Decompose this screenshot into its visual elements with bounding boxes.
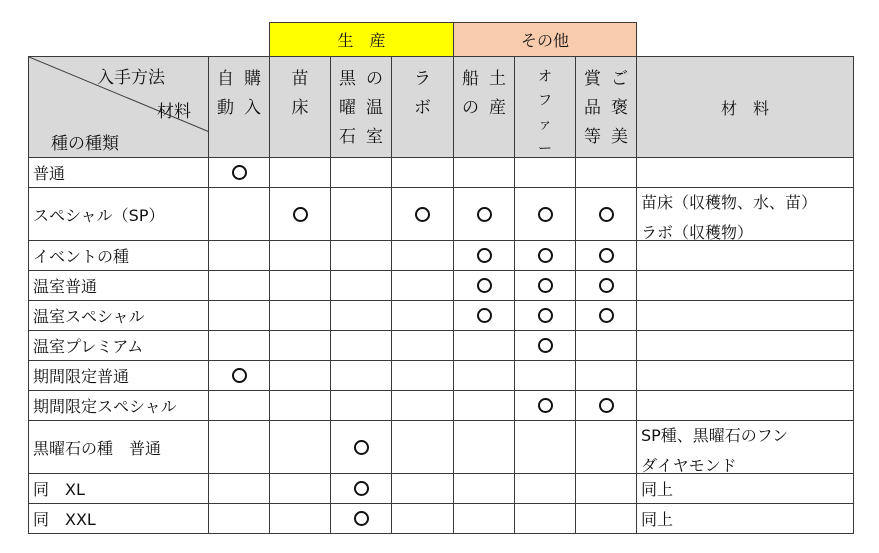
col-header-ship-souvenir-column-0 [462, 65, 479, 157]
row-futsu-ship-souvenir-cell [453, 157, 515, 188]
row-special-material [636, 187, 854, 241]
row-limited-normal-purchase-cell [208, 360, 270, 391]
row-limited-normal-seedbed-cell [269, 360, 331, 391]
col-header-material: 材 料 [636, 56, 854, 158]
col-header-purchase [208, 56, 270, 158]
circle-mark-icon [538, 248, 553, 263]
row-obsidian-normal-seedbed-cell [269, 420, 331, 474]
material-text-line: 苗床（収穫物、水、苗） [641, 193, 818, 212]
row-futsu-lab-cell [391, 157, 454, 188]
material-text-line: 同上 [641, 480, 674, 499]
material-text-line: 同上 [641, 510, 674, 529]
row-greenhouse-premium-lab-cell [391, 330, 454, 361]
col-header-ship-souvenir [453, 56, 515, 158]
col-header-char: 石 [339, 127, 356, 147]
row-greenhouse-normal-offer-cell [514, 270, 576, 301]
circle-mark-icon [477, 207, 492, 222]
row-obsidian-xxl-obsidian-greenhouse-cell [330, 503, 392, 534]
row-greenhouse-special-offer-cell [514, 300, 576, 331]
row-greenhouse-special-purchase-cell [208, 300, 270, 331]
circle-mark-icon [477, 278, 492, 293]
row-limited-special-material [636, 390, 854, 421]
circle-mark-icon [477, 248, 492, 263]
row-event-offer-cell [514, 240, 576, 271]
row-obsidian-xl-obsidian-greenhouse-cell [330, 473, 392, 504]
row-futsu-seedbed-cell [269, 157, 331, 188]
row-greenhouse-normal-ship-souvenir-cell [453, 270, 515, 301]
col-header-ship-souvenir-column-1 [489, 65, 506, 157]
col-header-char: 船 [462, 69, 479, 89]
row-special-reward-cell [575, 187, 637, 241]
circle-mark-icon [232, 165, 247, 180]
circle-mark-icon [354, 511, 369, 526]
row-obsidian-normal-obsidian-greenhouse-cell [330, 420, 392, 474]
material-text-line: ダイヤモンド [641, 456, 737, 475]
row-special-obsidian-greenhouse-cell [330, 187, 392, 241]
row-special-lab-cell [391, 187, 454, 241]
col-header-char: の [462, 98, 479, 118]
row-obsidian-xxl-purchase-cell [208, 503, 270, 534]
col-header-char: 動 [217, 98, 234, 118]
row-greenhouse-normal-purchase-cell [208, 270, 270, 301]
row-event-seedbed-cell [269, 240, 331, 271]
row-greenhouse-special-ship-souvenir-cell [453, 300, 515, 331]
row-obsidian-xl-seedbed-cell [269, 473, 331, 504]
row-special-offer-cell [514, 187, 576, 241]
row-greenhouse-special-lab-cell [391, 300, 454, 331]
col-header-purchase-column-0 [217, 65, 234, 157]
row-futsu-label: 普通 [28, 157, 209, 188]
circle-mark-icon [599, 248, 614, 263]
col-header-char: 苗 [291, 69, 309, 89]
row-special-seedbed-cell [269, 187, 331, 241]
col-header-char: 等 [584, 127, 601, 147]
col-header-char: 室 [366, 127, 383, 147]
corner-label-method: 入手方法 [97, 68, 165, 88]
col-header-char: 黒 [339, 69, 356, 89]
col-header-char: オ [538, 69, 552, 85]
row-obsidian-normal-material [636, 420, 854, 474]
row-futsu-purchase-cell [208, 157, 270, 188]
row-obsidian-xl-purchase-cell [208, 473, 270, 504]
circle-mark-icon [538, 308, 553, 323]
row-greenhouse-special-seedbed-cell [269, 300, 331, 331]
col-header-char: 美 [611, 127, 628, 147]
row-obsidian-xxl-lab-cell [391, 503, 454, 534]
col-header-purchase-column-1 [244, 65, 261, 157]
row-greenhouse-premium-label: 温室プレミアム [28, 330, 209, 361]
row-limited-normal-lab-cell [391, 360, 454, 391]
row-obsidian-xxl-seedbed-cell [269, 503, 331, 534]
col-header-char: 土 [489, 69, 506, 89]
row-greenhouse-premium-ship-souvenir-cell [453, 330, 515, 361]
row-obsidian-normal-ship-souvenir-cell [453, 420, 515, 474]
row-limited-special-purchase-cell [208, 390, 270, 421]
group-header-production: 生 産 [269, 22, 454, 57]
row-greenhouse-normal-seedbed-cell [269, 270, 331, 301]
col-header-obsidian-greenhouse-column-1 [366, 65, 383, 157]
col-header-char: 温 [366, 98, 383, 118]
row-obsidian-normal-purchase-cell [208, 420, 270, 474]
circle-mark-icon [538, 278, 553, 293]
corner-header [28, 56, 209, 158]
col-header-char: ラ [414, 69, 431, 89]
col-header-reward [575, 56, 637, 158]
row-event-material [636, 240, 854, 271]
row-greenhouse-normal-obsidian-greenhouse-cell [330, 270, 392, 301]
col-header-char: 褒 [611, 98, 628, 118]
row-limited-normal-offer-cell [514, 360, 576, 391]
row-event-ship-souvenir-cell [453, 240, 515, 271]
col-header-reward-column-1 [611, 65, 628, 157]
row-obsidian-xxl-label: 同 XXL [28, 503, 209, 534]
row-obsidian-xxl-material [636, 503, 854, 534]
row-futsu-material [636, 157, 854, 188]
material-text-line: SP種、黒曜石のフン [641, 426, 789, 445]
row-greenhouse-normal-material [636, 270, 854, 301]
col-header-char: 自 [217, 69, 234, 89]
col-header-char: 産 [489, 98, 506, 118]
col-header-obsidian-greenhouse-column-0 [339, 65, 356, 157]
circle-mark-icon [538, 398, 553, 413]
row-obsidian-normal-offer-cell [514, 420, 576, 474]
row-greenhouse-special-label: 温室スペシャル [28, 300, 209, 331]
col-header-char: 賞 [584, 69, 601, 89]
row-greenhouse-normal-lab-cell [391, 270, 454, 301]
row-event-reward-cell [575, 240, 637, 271]
row-greenhouse-special-material [636, 300, 854, 331]
row-obsidian-xl-reward-cell [575, 473, 637, 504]
row-limited-special-obsidian-greenhouse-cell [330, 390, 392, 421]
row-limited-special-ship-souvenir-cell [453, 390, 515, 421]
row-greenhouse-premium-obsidian-greenhouse-cell [330, 330, 392, 361]
circle-mark-icon [599, 278, 614, 293]
circle-mark-icon [293, 207, 308, 222]
row-obsidian-xxl-ship-souvenir-cell [453, 503, 515, 534]
row-limited-special-label: 期間限定スペシャル [28, 390, 209, 421]
col-header-char: フ [538, 93, 552, 109]
row-event-lab-cell [391, 240, 454, 271]
circle-mark-icon [354, 440, 369, 455]
row-greenhouse-premium-purchase-cell [208, 330, 270, 361]
col-header-char: 曜 [339, 98, 356, 118]
row-obsidian-normal-reward-cell [575, 420, 637, 474]
circle-mark-icon [232, 368, 247, 383]
row-futsu-reward-cell [575, 157, 637, 188]
row-futsu-offer-cell [514, 157, 576, 188]
row-limited-special-offer-cell [514, 390, 576, 421]
group-header-other: その他 [453, 22, 637, 57]
circle-mark-icon [599, 398, 614, 413]
col-header-lab-column-0 [414, 65, 431, 157]
corner-label-material: 材料 [157, 102, 191, 122]
row-obsidian-xl-lab-cell [391, 473, 454, 504]
row-greenhouse-normal-reward-cell [575, 270, 637, 301]
row-greenhouse-normal-label: 温室普通 [28, 270, 209, 301]
row-limited-normal-label: 期間限定普通 [28, 360, 209, 391]
col-header-reward-column-0 [584, 65, 601, 157]
circle-mark-icon [538, 338, 553, 353]
row-greenhouse-premium-seedbed-cell [269, 330, 331, 361]
row-limited-normal-reward-cell [575, 360, 637, 391]
row-obsidian-normal-label: 黒曜石の種 普通 [28, 420, 209, 474]
row-obsidian-xl-label: 同 XL [28, 473, 209, 504]
circle-mark-icon [415, 207, 430, 222]
col-header-char: ー [538, 141, 552, 157]
row-obsidian-normal-lab-cell [391, 420, 454, 474]
col-header-lab [391, 56, 454, 158]
row-limited-normal-material [636, 360, 854, 391]
col-header-char: ボ [414, 98, 431, 118]
row-limited-special-reward-cell [575, 390, 637, 421]
col-header-seedbed-column-0 [292, 65, 309, 157]
col-header-seedbed [269, 56, 331, 158]
row-limited-normal-ship-souvenir-cell [453, 360, 515, 391]
row-event-label: イベントの種 [28, 240, 209, 271]
col-header-obsidian-greenhouse [330, 56, 392, 158]
col-header-char: の [366, 69, 383, 89]
row-event-purchase-cell [208, 240, 270, 271]
col-header-char: ご [611, 69, 628, 89]
col-header-char: 購 [244, 69, 261, 89]
row-obsidian-xl-material [636, 473, 854, 504]
row-obsidian-xxl-reward-cell [575, 503, 637, 534]
row-event-obsidian-greenhouse-cell [330, 240, 392, 271]
row-greenhouse-premium-offer-cell [514, 330, 576, 361]
col-header-char: 入 [244, 98, 261, 118]
row-limited-special-lab-cell [391, 390, 454, 421]
row-limited-special-seedbed-cell [269, 390, 331, 421]
row-greenhouse-premium-material [636, 330, 854, 361]
circle-mark-icon [477, 308, 492, 323]
col-header-offer-column-0 [538, 65, 552, 157]
row-limited-normal-obsidian-greenhouse-cell [330, 360, 392, 391]
row-futsu-obsidian-greenhouse-cell [330, 157, 392, 188]
row-special-label: スペシャル（SP） [28, 187, 209, 241]
col-header-char: 床 [291, 98, 309, 118]
row-obsidian-xl-ship-souvenir-cell [453, 473, 515, 504]
corner-label-seed-type: 種の種類 [51, 134, 119, 154]
row-obsidian-xl-offer-cell [514, 473, 576, 504]
circle-mark-icon [599, 207, 614, 222]
material-text-line: ラボ（収穫物） [641, 223, 754, 242]
row-special-ship-souvenir-cell [453, 187, 515, 241]
circle-mark-icon [538, 207, 553, 222]
circle-mark-icon [599, 308, 614, 323]
row-special-purchase-cell [208, 187, 270, 241]
circle-mark-icon [354, 481, 369, 496]
col-header-char: 品 [584, 98, 601, 118]
row-greenhouse-special-reward-cell [575, 300, 637, 331]
col-header-offer [514, 56, 576, 158]
row-greenhouse-special-obsidian-greenhouse-cell [330, 300, 392, 331]
col-header-char: ァ [538, 117, 552, 133]
row-greenhouse-premium-reward-cell [575, 330, 637, 361]
row-obsidian-xxl-offer-cell [514, 503, 576, 534]
